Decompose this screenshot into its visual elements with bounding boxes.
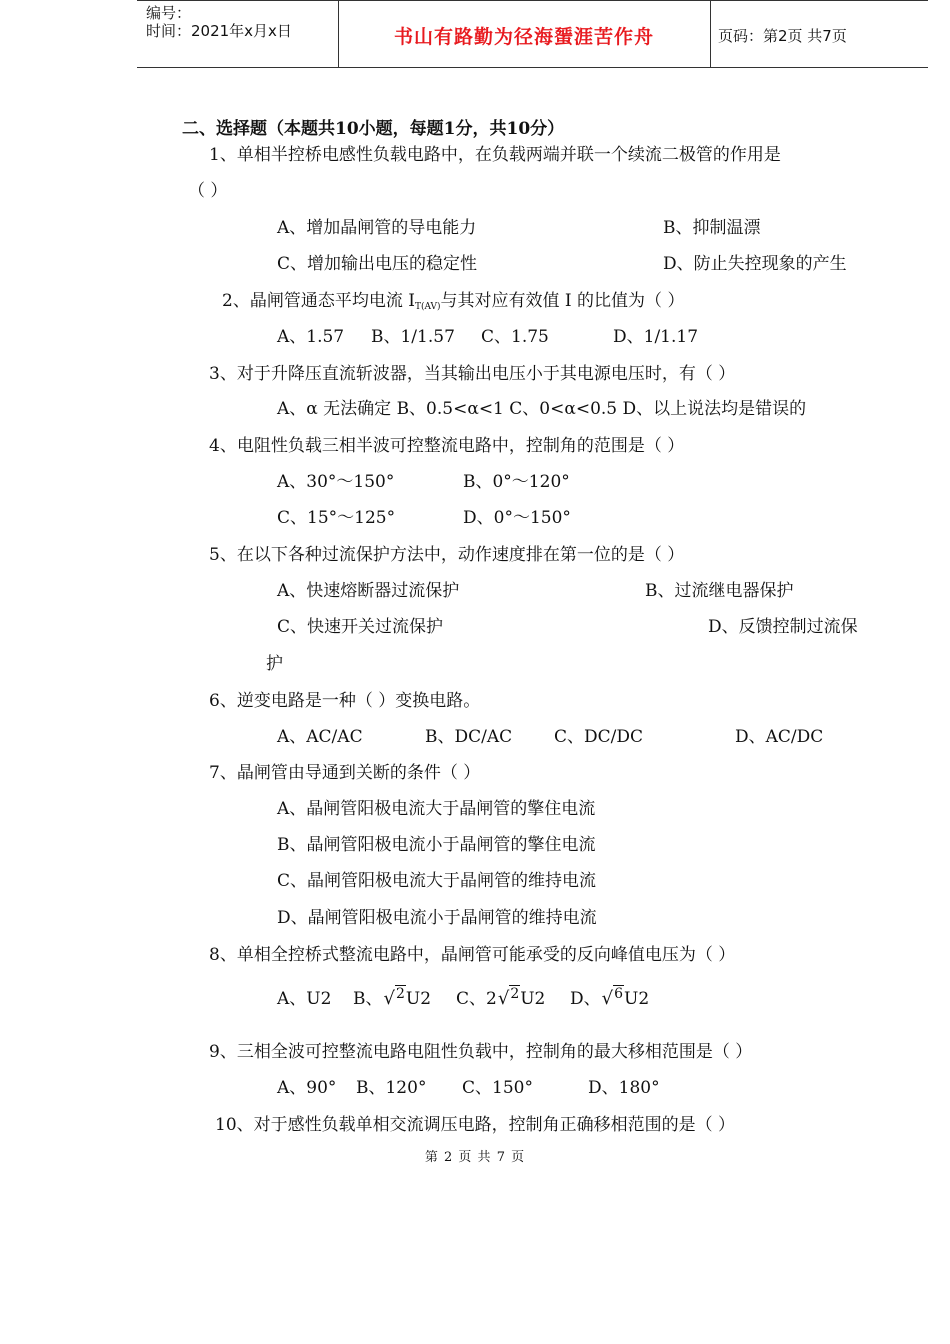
q2-text: [222, 290, 684, 318]
q3-options: A、α 无法确定 B、0.5<α<1 C、0<α<0.5 D、以上说法均是错误的: [277, 399, 807, 419]
q8-option-c-suffix: U2: [520, 989, 546, 1009]
q2-subscript: T(AV): [414, 302, 441, 312]
q8-option-b-prefix: B、: [353, 989, 383, 1009]
q1-option-d: D、防止失控现象的产生: [663, 254, 847, 274]
q7-option-b: B、晶闸管阳极电流小于晶闸管的擎住电流: [277, 835, 596, 855]
q8-option-c: [456, 988, 545, 1011]
number-label: 编号：: [146, 4, 192, 22]
q10-text: 10、对于感性负载单相交流调压电路，控制角正确移相范围的是（ ）: [215, 1115, 736, 1135]
q7-option-c: C、晶闸管阳极电流大于晶闸管的维持电流: [277, 871, 597, 891]
header-divider-2: [710, 0, 711, 68]
q9-text: 9、三相全波可控整流电路电阻性负载中，控制角的最大移相范围是（ ）: [209, 1042, 753, 1062]
q5-option-d: D、反馈控制过流保: [708, 617, 858, 637]
q8-option-c-prefix: C、2: [456, 989, 497, 1009]
q8-option-b: [353, 988, 431, 1011]
time-label: 时间：2021年x月x日: [146, 22, 292, 40]
sqrt-symbol: √$^2$: [497, 986, 520, 1009]
q5-option-a: A、快速熔断器过流保护: [277, 581, 460, 601]
q7-option-d: D、晶闸管阳极电流小于晶闸管的维持电流: [277, 908, 597, 928]
sqrt-symbol: √$^6$: [601, 986, 624, 1009]
q9-option-a: A、90°: [277, 1078, 337, 1098]
q2-option-d: D、1/1.17: [613, 327, 699, 347]
q9-option-d: D、180°: [588, 1078, 660, 1098]
q7-option-a: A、晶闸管阳极电流大于晶闸管的擎住电流: [277, 799, 596, 819]
q4-option-c: C、15°～125°: [277, 508, 396, 528]
q1-paren: （ ）: [188, 181, 228, 201]
q6-option-a: A、AC/AC: [277, 727, 363, 747]
q5-option-c: C、快速开关过流保护: [277, 617, 444, 637]
header-top-rule: [137, 0, 928, 1]
q2-option-a: A、1.57: [277, 327, 345, 347]
q4-text: 4、电阻性负载三相半波可控整流电路中，控制角的范围是（ ）: [209, 436, 685, 456]
header-meta: [146, 4, 292, 40]
q6-option-c: C、DC/DC: [554, 727, 644, 747]
section-title: 二、选择题（本题共10小题，每题1分，共10分）: [182, 119, 565, 139]
q8-option-d-suffix: U2: [624, 989, 650, 1009]
q9-option-c: C、150°: [462, 1078, 533, 1098]
q4-option-b: B、0°～120°: [463, 472, 570, 492]
q8-text: 8、单相全控桥式整流电路中，晶闸管可能承受的反向峰值电压为（ ）: [209, 945, 736, 965]
q8-option-d-radicand: 6: [614, 986, 624, 1002]
q8-option-d: [570, 988, 649, 1011]
q8-option-b-radicand: 2: [395, 986, 405, 1002]
q1-option-a: A、增加晶闸管的导电能力: [277, 218, 477, 238]
header-motto: 书山有路勤为径海蜑涯苦作舟: [393, 26, 654, 48]
q5-text: 5、在以下各种过流保护方法中，动作速度排在第一位的是（ ）: [209, 545, 685, 565]
q1-text: 1、单相半控桥电感性负载电路中，在负载两端并联一个续流二极管的作用是: [209, 145, 781, 165]
q5-option-d-wrap: 护: [266, 654, 283, 674]
q2-option-b: B、1/1.57: [371, 327, 455, 347]
q2-text-post: 与其对应有效值 I 的比值为（ ）: [440, 291, 685, 311]
header-page-info: 页码：第2页 共7页: [718, 27, 847, 45]
page-footer: 第 2 页 共 7 页: [424, 1150, 526, 1165]
q4-option-a: A、30°～150°: [277, 472, 395, 492]
q6-option-d: D、AC/DC: [735, 727, 824, 747]
q8-option-c-radicand: 2: [510, 986, 520, 1002]
q1-option-c: C、增加输出电压的稳定性: [277, 254, 478, 274]
q2-option-c: C、1.75: [481, 327, 549, 347]
q9-option-b: B、120°: [356, 1078, 427, 1098]
q8-option-a: A、U2: [277, 989, 332, 1009]
q8-option-b-suffix: U2: [405, 989, 432, 1009]
q3-text: 3、对于升降压直流斩波器，当其输出电压小于其电源电压时，有（ ）: [209, 364, 736, 384]
q8-option-d-prefix: D、: [570, 989, 601, 1009]
q2-text-pre: 2、晶闸管通态平均电流 I: [222, 291, 415, 311]
q7-text: 7、晶闸管由导通到关断的条件（ ）: [209, 763, 481, 783]
header-bottom-rule: [137, 67, 928, 68]
q4-option-d: D、0°～150°: [463, 508, 571, 528]
q1-option-b: B、抑制温漂: [663, 218, 761, 238]
q6-option-b: B、DC/AC: [425, 727, 513, 747]
q5-option-b: B、过流继电器保护: [645, 581, 794, 601]
sqrt-symbol: √$^2$: [383, 986, 405, 1009]
q6-text: 6、逆变电路是一种（ ）变换电路。: [209, 691, 481, 711]
